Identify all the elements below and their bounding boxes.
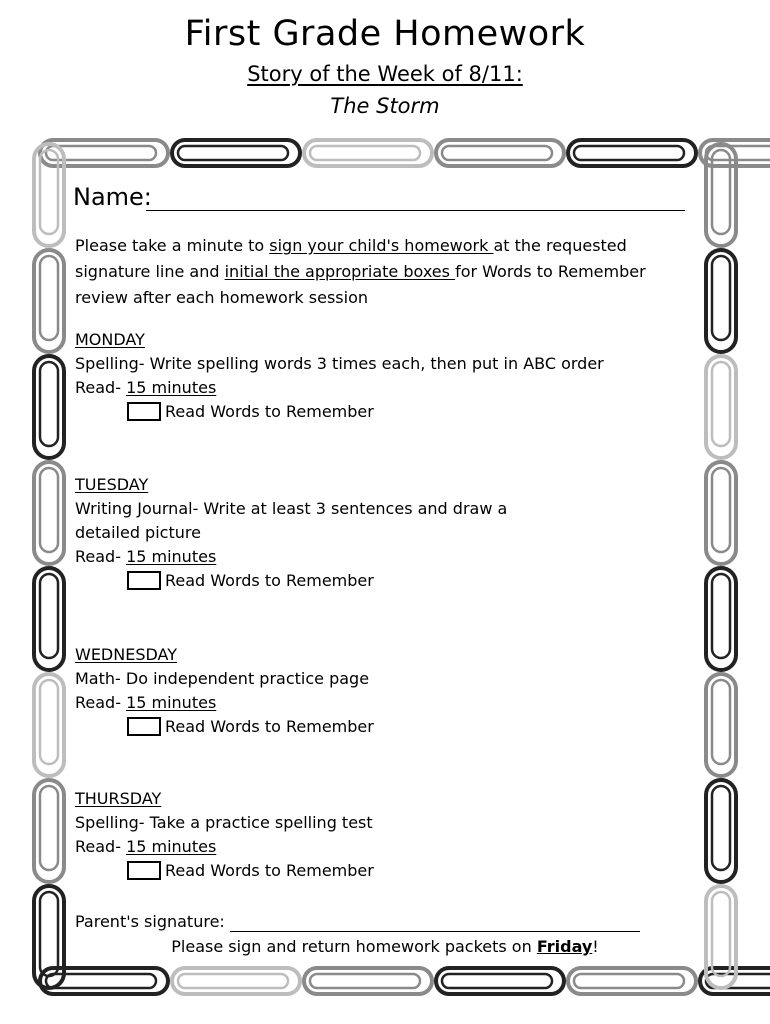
- checkbox-label: Read Words to Remember: [165, 571, 374, 590]
- signature-line[interactable]: [230, 931, 640, 932]
- initial-box[interactable]: [127, 717, 161, 736]
- story-week-subtitle: Story of the Week of 8/11:: [247, 62, 523, 86]
- intro-text-1: Please take a minute to: [75, 236, 270, 255]
- paperclip: [706, 356, 736, 458]
- paperclip: [568, 968, 696, 994]
- paperclip: [172, 140, 300, 166]
- read-prefix: Read-: [75, 547, 127, 566]
- checkbox-label: Read Words to Remember: [165, 717, 374, 736]
- paperclip: [706, 568, 736, 670]
- paperclip: [706, 250, 736, 352]
- paperclip: [34, 462, 64, 564]
- words-checkbox-row: [75, 569, 695, 593]
- day-read: [75, 835, 695, 859]
- parent-signature-field[interactable]: [75, 912, 640, 936]
- day-section-thursday: [75, 787, 695, 883]
- day-title: THURSDAY: [75, 789, 162, 808]
- initial-box[interactable]: [127, 571, 161, 590]
- day-read: [75, 376, 695, 400]
- day-task: Math- Do independent practice page: [75, 669, 370, 688]
- day-task: Writing Journal- Write at least 3 sentences and draw a: [75, 499, 508, 518]
- initial-box[interactable]: [127, 861, 161, 880]
- paperclip: [436, 140, 564, 166]
- intro-text-2: at the requested signature line and: [75, 236, 627, 281]
- paperclip: [34, 780, 64, 882]
- intro-emphasis-initial: initial the appropriate boxes: [224, 262, 456, 281]
- name-line[interactable]: [146, 210, 685, 211]
- paperclip: [436, 968, 564, 994]
- checkbox-label: Read Words to Remember: [165, 402, 374, 421]
- paperclip: [706, 780, 736, 882]
- day-title: WEDNESDAY: [75, 645, 177, 664]
- page-title: First Grade Homework: [184, 14, 586, 54]
- return-day: Friday: [536, 937, 593, 956]
- read-time: 15 minutes: [126, 693, 217, 712]
- paperclip: [304, 968, 432, 994]
- read-time: 15 minutes: [126, 837, 217, 856]
- paperclip: [34, 250, 64, 352]
- read-prefix: Read-: [75, 693, 127, 712]
- paperclip: [40, 968, 168, 994]
- initial-box[interactable]: [127, 402, 161, 421]
- paperclip: [34, 568, 64, 670]
- paperclip: [34, 674, 64, 776]
- read-time: 15 minutes: [126, 378, 217, 397]
- intro-emphasis-sign: sign your child's homework: [269, 236, 494, 255]
- day-section-tuesday: [75, 473, 695, 593]
- day-read: [75, 545, 695, 569]
- day-title: MONDAY: [75, 330, 145, 349]
- words-checkbox-row: [75, 400, 695, 424]
- day-task: Spelling- Write spelling words 3 times each, then put in ABC order: [75, 354, 604, 373]
- day-task-cont: detailed picture: [75, 523, 201, 542]
- day-title: TUESDAY: [75, 475, 149, 494]
- instructions-paragraph: [75, 233, 690, 311]
- day-section-monday: [75, 328, 695, 424]
- day-read: [75, 691, 695, 715]
- name-label: Name:: [73, 183, 152, 211]
- return-note-suffix: !: [592, 937, 599, 956]
- name-field[interactable]: [73, 183, 685, 217]
- day-task: Spelling- Take a practice spelling test: [75, 813, 373, 832]
- story-title: The Storm: [330, 94, 440, 118]
- paperclip: [706, 674, 736, 776]
- read-time: 15 minutes: [126, 547, 217, 566]
- signature-label: Parent's signature:: [75, 912, 225, 931]
- words-checkbox-row: [75, 715, 695, 739]
- intro-text-3: for Words to Remember review after each homework session: [75, 262, 646, 307]
- paperclip: [34, 356, 64, 458]
- read-prefix: Read-: [75, 837, 127, 856]
- return-note: [0, 937, 770, 956]
- day-section-wednesday: [75, 643, 695, 739]
- paperclip: [304, 140, 432, 166]
- words-checkbox-row: [75, 859, 695, 883]
- paperclip: [172, 968, 300, 994]
- paperclip: [706, 462, 736, 564]
- return-note-text: Please sign and return homework packets on: [171, 937, 537, 956]
- paperclip: [568, 140, 696, 166]
- checkbox-label: Read Words to Remember: [165, 861, 374, 880]
- read-prefix: Read-: [75, 378, 127, 397]
